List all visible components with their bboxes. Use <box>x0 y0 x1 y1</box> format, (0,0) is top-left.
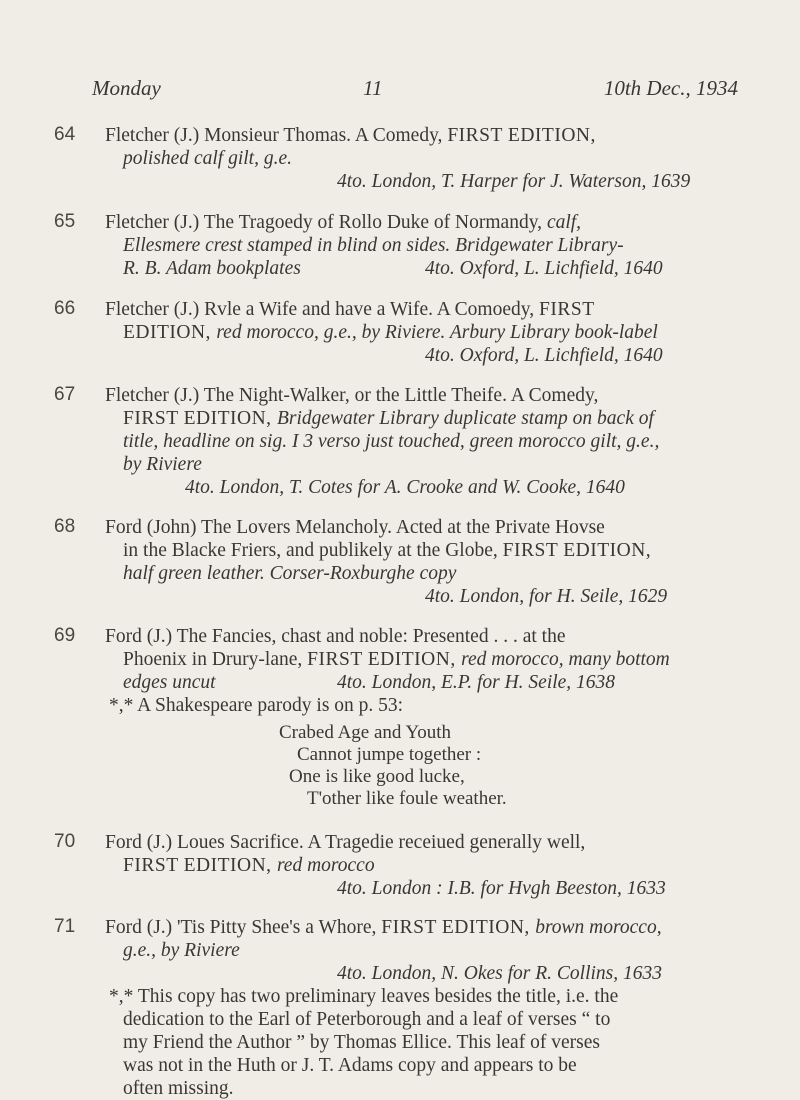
lot-number: 65 <box>54 211 76 232</box>
lot-text: red morocco, g.e., by Riviere. Arbury Library book-label <box>216 322 658 343</box>
lot-imprint: 4to. Oxford, L. Lichfield, 1640 <box>425 345 663 366</box>
verse-line: T'other like foule weather. <box>307 788 507 809</box>
header-page-number: 11 <box>363 76 383 100</box>
lot-text: Fletcher (J.) Monsieur Thomas. A Comedy, <box>105 125 448 146</box>
lot-note: often missing. <box>123 1078 234 1099</box>
first-edition: FIRST EDITION, <box>123 408 277 429</box>
lot-text: half green leather. Corser-Roxburghe copy <box>123 563 457 584</box>
lot-note: was not in the Huth or J. T. Adams copy and appears to be <box>123 1055 577 1076</box>
lot-number: 66 <box>54 298 76 319</box>
lot-imprint: 4to. Oxford, L. Lichfield, 1640 <box>425 258 663 279</box>
verse-line: Cannot jumpe together : <box>297 744 482 765</box>
binding: red morocco, many bottom <box>461 649 670 670</box>
verse-line: Crabed Age and Youth <box>279 722 452 743</box>
lot-imprint: 4to. London, T. Cotes for A. Crooke and W. Cooke, 1640 <box>185 477 625 498</box>
lot-text: in the Blacke Friers, and publikely at the Globe, <box>123 540 503 561</box>
lot-imprint: 4to. London, T. Harper for J. Waterson, 1639 <box>337 171 691 192</box>
lot-text: Ford (John) The Lovers Melancholy. Acted at the Private Hovse <box>105 517 605 538</box>
lot-text: g.e., by Riviere <box>123 940 240 961</box>
lot-text: Fletcher (J.) Rvle a Wife and have a Wife. A Comoedy, <box>105 299 539 320</box>
first-edition: FIRST EDITION, <box>447 125 596 146</box>
lot-number: 70 <box>54 831 76 852</box>
first-edition: FIRST EDITION, <box>381 917 536 938</box>
lot-number: 69 <box>54 625 76 646</box>
lot-text: Fletcher (J.) The Tragoedy of Rollo Duke of Normandy, <box>105 212 547 233</box>
lot-imprint: 4to. London : I.B. for Hvgh Beeston, 1633 <box>337 878 666 899</box>
lot-text: Ford (J.) Loues Sacrifice. A Tragedie receiued generally well, <box>105 832 586 853</box>
first-edition: FIRST <box>539 299 595 320</box>
binding: red morocco <box>276 855 375 876</box>
lot-number: 67 <box>54 384 76 405</box>
lot-note: *,* This copy has two preliminary leaves besides the title, i.e. the <box>109 986 619 1007</box>
binding: calf, <box>546 212 582 233</box>
lot-text: Ford (J.) 'Tis Pitty Shee's a Whore, <box>105 917 382 938</box>
lot-text: title, headline on sig. I 3 verso just touched, green morocco gilt, g.e., <box>123 431 660 452</box>
first-edition: FIRST EDITION, <box>307 649 462 670</box>
first-edition: FIRST EDITION, <box>123 855 277 876</box>
page-header <box>92 76 738 106</box>
catalogue-page: Monday 11 10th Dec., 1934 64 Fletcher (J.) Monsieur Thomas. A Comedy, FIRST EDITION, polished calf gilt, g.e. 4to. London, T. Harper for J. Waterson, 1639 65 Fletcher (J.) The Tragoedy of Rollo Duke of Normandy, calf, Ellesmere crest stamped in blind on sides. Bridgewater Library- R. B. Adam bookplates 4to. Oxford, L. Lichfield, 1640 66 Fletcher (J.) Rvle a Wife and have a Wife. A Comoedy, FIRST EDITION, red morocco, g.e., by Riviere. Arbury Library book-label 4to. Oxford, L. Lichfield, 1640 67 Fletcher (J.) The Night-Walker, or the Little Theife. A Comedy, FIRST EDITION, Bridgewater Library duplicate stamp on back of title, headline on sig. I 3 verso just touched, green morocco gilt, g.e., by Riviere 4to. London, T. Cotes for A. Crooke and W. Cooke, 1640 68 Ford (John) The Lovers Melancholy. Acted at the Private Hovse in the Blacke Friers, and publikely at the Globe, FIRST EDITION, half green leather. Corser-Roxburghe copy 4to. London, for H. Seile, 1629 69 Ford (J.) The Fancies, chast and noble: Presented . . . at the Phoenix in Drury-lane, FIRST EDITION, red morocco, many bottom edges uncut 4to. London, E.P. for H. Seile, 1638 *,* A Shakespeare parody is on p. 53: Crabed Age and Youth Cannot jumpe together : One is like good lucke, T'other like foule weather. 70 Ford (J.) Loues Sacrifice. A Tragedie receiued generally well, FIRST EDITION, red morocco 4to. London : I.B. for Hvgh Beeston, 1633 71 Ford (J.) 'Tis Pitty Shee's a Whore, FIRST EDITION, brown morocco, g.e., by Riviere 4to. London, N. Okes for R. Collins, 1633 *,* This copy has two preliminary leaves besides the title, i.e. the dedication to the Earl of Peterborough and a leaf of verses “ to my Friend the Author ” by Thomas Ellice. This leaf of verses was not in the Huth or J. T. Adams copy and appears to be often missing. <box>0 0 800 1098</box>
lot-imprint: 4to. London, for H. Seile, 1629 <box>425 586 668 607</box>
header-day: Monday <box>92 76 161 100</box>
lot-imprint: 4to. London, N. Okes for R. Collins, 1633 <box>337 963 663 984</box>
lot-text: Ellesmere crest stamped in blind on sides. Bridgewater Library- <box>123 235 624 256</box>
parody-verse <box>105 717 743 809</box>
binding: brown morocco, <box>535 917 662 938</box>
lot-note: *,* A Shakespeare parody is on p. 53: <box>109 695 404 716</box>
lot-text: Phoenix in Drury-lane, <box>123 649 308 670</box>
verse-line: One is like good lucke, <box>289 766 465 787</box>
lot-text: Fletcher (J.) The Night-Walker, or the Little Theife. A Comedy, <box>105 385 599 406</box>
lot-imprint: 4to. London, E.P. for H. Seile, 1638 <box>337 672 616 693</box>
first-edition: EDITION, <box>123 322 217 343</box>
lot-number: 71 <box>54 916 76 937</box>
lot-text: Ford (J.) The Fancies, chast and noble: Presented . . . at the <box>105 626 566 647</box>
lot-number: 68 <box>54 516 76 537</box>
first-edition: FIRST EDITION, <box>502 540 652 561</box>
header-date: 10th Dec., 1934 <box>603 76 738 100</box>
lot-text: Bridgewater Library duplicate stamp on back of <box>276 408 654 429</box>
lot-text: polished calf gilt, g.e. <box>123 148 292 169</box>
lot-text: by Riviere <box>123 454 202 475</box>
lot-note: dedication to the Earl of Peterborough and a leaf of verses “ to <box>123 1009 611 1030</box>
lot-number: 64 <box>54 124 76 145</box>
lot-note: my Friend the Author ” by Thomas Ellice. This leaf of verses <box>123 1032 600 1053</box>
